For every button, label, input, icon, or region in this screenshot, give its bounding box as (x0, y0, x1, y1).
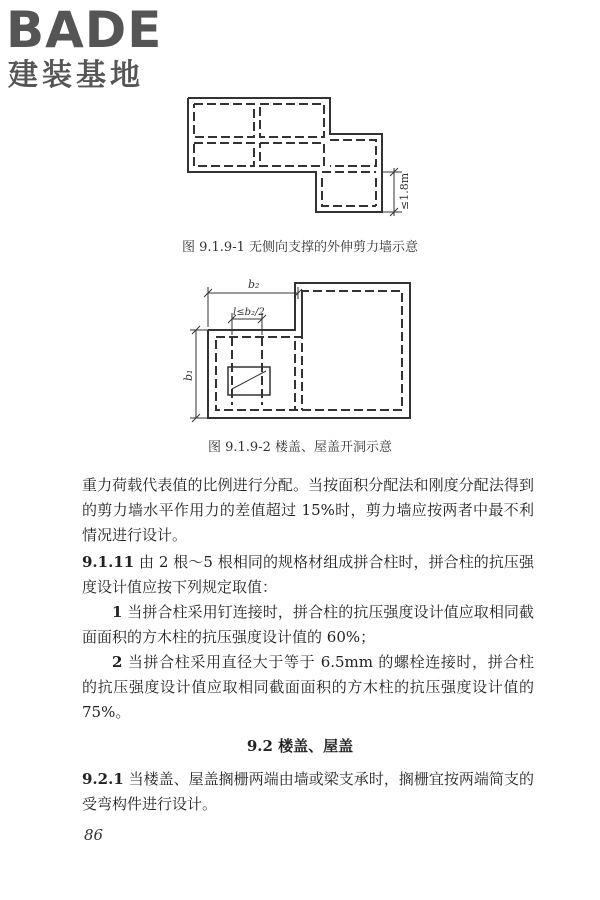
clause-9-2-1 (82, 767, 534, 817)
item-number: 2 (112, 653, 123, 671)
item-text: 当拼合柱采用直径大于等于 6.5mm 的螺栓连接时，拼合柱的抗压强度设计值应取相同截面面积的方木柱的抗压强度设计值的 75%。 (82, 653, 534, 721)
clause-number: 9.2.1 (82, 770, 124, 788)
bade-logo (6, 1, 186, 100)
item-text: 当拼合柱采用钉连接时，拼合柱的抗压强度设计值应取相同截面面积的方木柱的抗压强度设计值的 60%； (82, 603, 534, 646)
figure-1-caption: 图 9.1.9-1 无侧向支撑的外伸剪力墙示意 (181, 240, 418, 255)
paragraph-1: 重力荷载代表值的比例进行分配。当按面积分配法和刚度分配法得到的剪力墙水平作用力的差值超过 15%时，剪力墙应按两者中最不利情况进行设计。 (82, 476, 534, 544)
label-l: l≤b₂/2 (233, 307, 265, 318)
logo-subtitle: 建装基地 (8, 58, 144, 93)
item-1 (82, 600, 534, 650)
figure-9-1-9-1 (180, 90, 420, 220)
clause-text: 由 2 根～5 根相同的规格材组成拼合柱时，拼合柱的抗压强度设计值应按下列规定取值： (82, 553, 534, 596)
page-number: 86 (84, 826, 104, 844)
inner-dashed-walls (194, 104, 376, 206)
item-number: 1 (112, 603, 123, 621)
outer-wall (208, 283, 410, 418)
label-b1: b₁ (182, 369, 195, 381)
figure-9-1-9-2 (180, 275, 420, 425)
body-text (82, 473, 534, 725)
body-text-2 (82, 767, 534, 817)
figure-2-caption: 图 9.1.9-2 楼盖、屋盖开洞示意 (207, 440, 392, 455)
clause-9-1-11 (82, 550, 534, 600)
label-b2: b₂ (248, 278, 260, 291)
item-2 (82, 650, 534, 725)
opening (228, 367, 270, 395)
outer-wall (188, 98, 382, 212)
clause-text: 当楼盖、屋盖搁栅两端由墙或梁支承时，搁栅宜按两端简支的受弯构件进行设计。 (82, 770, 534, 813)
dimension-label: ≤1.8m (398, 172, 411, 210)
section-9-2-title: 9.2 楼盖、屋盖 (246, 737, 354, 755)
logo-brand: BADE (6, 1, 163, 59)
clause-number: 9.1.11 (82, 553, 135, 571)
